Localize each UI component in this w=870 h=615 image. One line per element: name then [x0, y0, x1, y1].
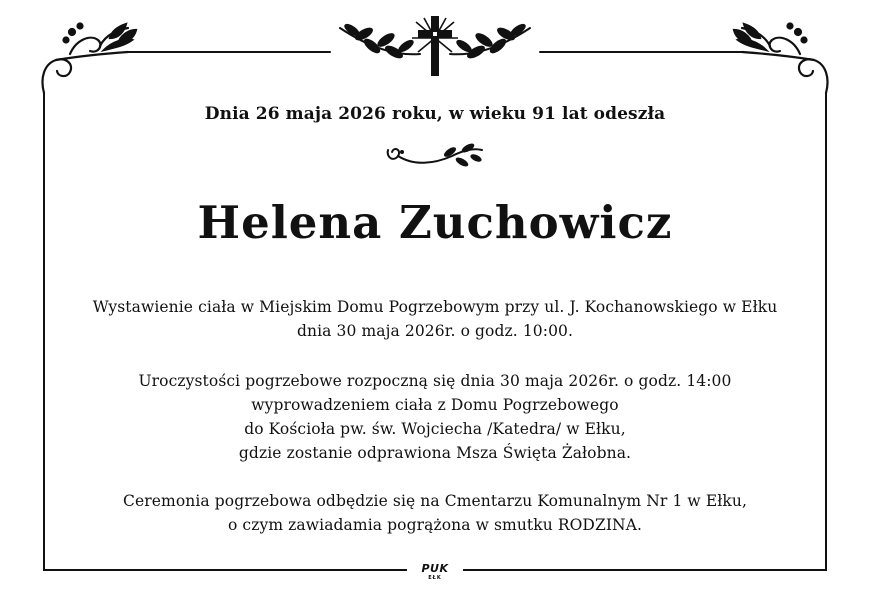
viewing-paragraph [0, 295, 870, 343]
frame-bottom-border-left [43, 569, 407, 571]
floral-swirl-icon [43, 24, 137, 94]
swirl-leaf-divider-icon [384, 140, 486, 174]
puk-logo [413, 563, 457, 585]
deceased-name: Helena Zuchowicz [197, 196, 673, 249]
frame-bottom-border-right [463, 569, 827, 571]
text-line: dnia 30 maja 2026r. o godz. 10:00. [296, 322, 574, 340]
text-line: do Kościoła pw. św. Wojciecha /Katedra/ w Ełku, [244, 420, 626, 438]
floral-swirl-icon [734, 24, 828, 94]
logo-main-text: PUK [421, 562, 449, 575]
text-line: gdzie zostanie odprawiona Msza Święta Żałobna. [238, 444, 632, 462]
cross-with-rays-icon [340, 16, 530, 76]
text-line: o czym zawiadamia pogrążona w smutku RODZINA. [227, 516, 643, 534]
text-line: Uroczystości pogrzebowe rozpoczną się dnia 30 maja 2026r. o godz. 14:00 [138, 372, 732, 390]
text-line: Wystawienie ciała w Miejskim Domu Pogrzebowym przy ul. J. Kochanowskiego w Ełku [92, 298, 778, 316]
logo-sub-text: EŁK [428, 575, 442, 581]
burial-paragraph [0, 489, 870, 537]
text-line: wyprowadzeniem ciała z Domu Pogrzebowego [251, 396, 619, 414]
ceremony-paragraph [0, 369, 870, 465]
text-line: Ceremonia pogrzebowa odbędzie się na Cmentarzu Komunalnym Nr 1 w Ełku, [123, 492, 747, 510]
top-ornament-band [0, 0, 870, 95]
death-date-line: Dnia 26 maja 2026 roku, w wieku 91 lat odeszła [204, 104, 666, 124]
